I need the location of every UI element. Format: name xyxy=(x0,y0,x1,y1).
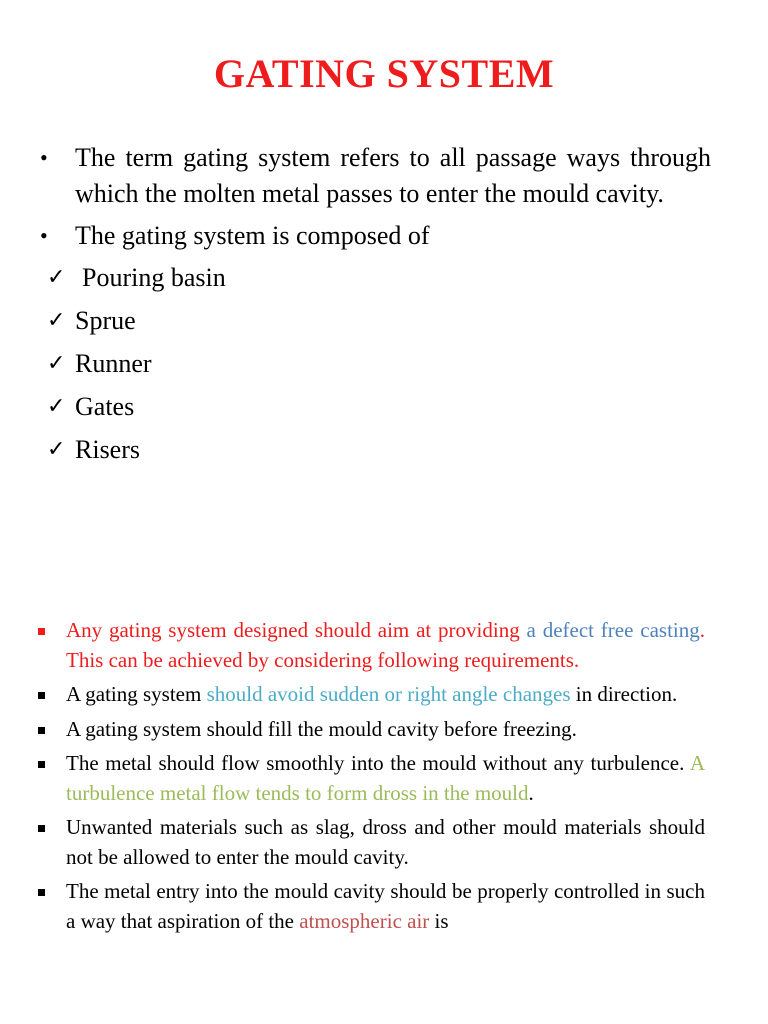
square-bullet-icon xyxy=(38,727,45,734)
component-label: Gates xyxy=(75,392,135,421)
requirement-text: in direction. xyxy=(570,682,678,706)
component-item xyxy=(0,346,768,389)
intro-bullet xyxy=(0,140,768,212)
component-label: Pouring basin xyxy=(82,263,226,292)
requirement-item xyxy=(0,680,768,710)
component-item xyxy=(0,303,768,346)
checkmark-icon: ✓ xyxy=(47,394,66,419)
bullet-dot-icon: • xyxy=(40,145,48,170)
intro-section xyxy=(0,140,768,475)
requirement-item xyxy=(0,616,768,675)
requirement-text: A gating system xyxy=(66,682,207,706)
bullet-dot-icon: • xyxy=(40,223,48,248)
component-label: Risers xyxy=(75,435,140,464)
requirement-text: The metal should flow smoothly into the mould without any turbulence. xyxy=(66,751,690,775)
component-label: Sprue xyxy=(75,306,136,335)
requirement-text: . xyxy=(528,780,534,805)
requirements-section xyxy=(0,616,768,941)
component-item xyxy=(0,432,768,475)
component-label: Runner xyxy=(75,349,152,378)
square-bullet-icon xyxy=(38,825,45,832)
page-title: GATING SYSTEM xyxy=(213,51,555,96)
square-bullet-icon xyxy=(38,761,45,768)
component-item xyxy=(0,389,768,432)
checkmark-icon: ✓ xyxy=(47,351,66,376)
square-bullet-icon xyxy=(38,692,45,699)
requirement-text: A gating system should fill the mould cavity before freezing. xyxy=(66,716,577,741)
requirement-highlight: a defect free casting xyxy=(526,618,700,642)
checkmark-icon: ✓ xyxy=(47,437,66,462)
intro-bullet-text: The gating system is composed of xyxy=(75,221,430,250)
component-item xyxy=(0,260,768,303)
checkmark-icon: ✓ xyxy=(47,265,66,290)
requirement-text: Unwanted materials such as slag, dross and other mould materials should not be allowed to enter the mould cavity. xyxy=(66,815,705,869)
requirement-highlight: A turbulence metal flow tends to form dross in the mould xyxy=(66,751,705,805)
requirement-item xyxy=(0,715,768,745)
requirement-item xyxy=(0,813,768,872)
intro-bullet xyxy=(0,218,768,254)
requirement-text: . This can be achieved by considering following requirements. xyxy=(66,618,705,672)
requirement-text: The metal entry into the mould cavity should be properly controlled in such a way that aspiration of the xyxy=(66,879,705,933)
square-bullet-icon xyxy=(38,628,45,635)
square-bullet-icon xyxy=(38,889,45,896)
intro-bullet-text: The term gating system refers to all passage ways through which the molten metal passes to enter the mould cavity. xyxy=(75,143,711,208)
component-list xyxy=(0,260,768,475)
requirement-item xyxy=(0,877,768,936)
requirement-text: is xyxy=(429,908,449,933)
requirement-highlight: should avoid sudden or right angle changes xyxy=(206,682,571,706)
checkmark-icon: ✓ xyxy=(47,308,66,333)
requirement-item xyxy=(0,749,768,808)
requirement-highlight: atmospheric air xyxy=(299,908,430,933)
requirement-text: Any gating system designed should aim at providing xyxy=(66,618,527,642)
